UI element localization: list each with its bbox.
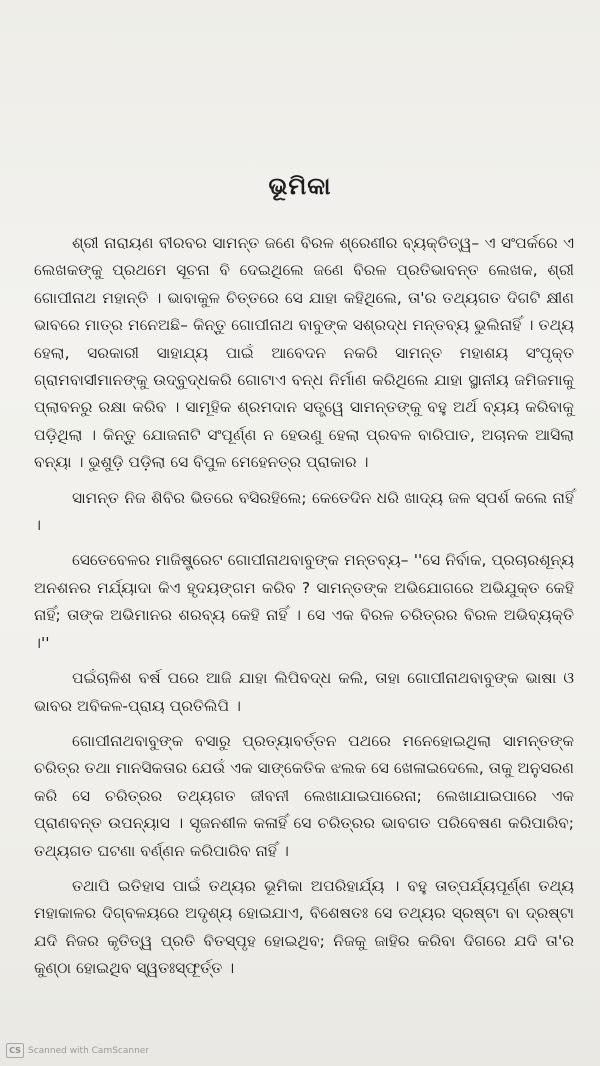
scanner-watermark xyxy=(6,1043,149,1058)
camscanner-icon: CS xyxy=(6,1043,24,1058)
watermark-text: Scanned with CamScanner xyxy=(28,1045,150,1056)
paragraph-1: ଶ୍ରୀ ନାରାୟଣ ବୀରବର ସାମନ୍ତ ଜଣେ ବିରଳ ଶ୍ରେଣୀର ବ୍ୟକ୍ତିତ୍ୱ– ଏ ସଂପର୍କରେ ଏ ଲେଖକଙ୍କୁ ପ୍ରଥମେ ସୂଚନା ବି ଦେଇଥିଲେ ଜଣେ ବିରଳ ପ୍ରତିଭାବନ୍ତ ଲେଖକ, ଶ୍ରୀ ଗୋପୀନାଥ ମହାନ୍ତି । ଭାବାକୁଳ ଚିତ୍ତରେ ସେ ଯାହା କହିଥିଲେ, ତା'ର ତଥ୍ୟଗତ ଦିଗଟି କ୍ଷୀଣ ଭାବରେ ମାତ୍ର ମନେଅଛି– କିନ୍ତୁ ଗୋପୀନାଥ ବାବୁଙ୍କ ସଶ୍ରଦ୍ଧ ମନ୍ତବ୍ୟ ଭୁଲିନାହିଁ । ତଥ୍ୟ ହେଲା, ସରକାରୀ ସାହାଯ୍ୟ ପାଇଁ ଆବେଦନ ନକରି ସାମନ୍ତ ମହାଶୟ ସଂପୃକ୍ତ ଗ୍ରାମବାସୀମାନଙ୍କୁ ଉଦ୍‌ବୁଦ୍ଧକରି ଗୋଟାଏ ବନ୍ଧ ନିର୍ମାଣ କରିଥିଲେ ଯାହା ସ୍ଥାନୀୟ ଜମିଜମାକୁ ପ୍ଲାବନରୁ ରକ୍ଷା କରିବ । ସାମୂହିକ ଶ୍ରମଦାନ ସତ୍ତ୍ୱେ ସାମନ୍ତଙ୍କୁ ବହୁ ଅର୍ଥ ବ୍ୟୟ କରିବାକୁ ପଡ଼ିଥିଲା । କିନ୍ତୁ ଯୋଜନାଟି ସଂପୂର୍ଣ୍ଣ ନ ହେଉଣୁ ହେଲା ପ୍ରବଳ ବାରିପାତ, ଅଚାନକ ଆସିଲା ବନ୍ୟା । ଭୁଶୁଡ଼ି ପଡ଼ିଲା ସେ ବିପୁଳ ମେହେନତ୍‌ର ପ୍ରାକାର । xyxy=(34,234,574,472)
body-text xyxy=(34,230,574,991)
paragraph-5: ଗୋପୀନାଥବାବୁଙ୍କ ବସାରୁ ପ୍ରତ୍ୟାବର୍ତ୍ତନ ପଥରେ ମନେହୋଇଥିଲା ସାମନ୍ତଙ୍କ ଚରିତ୍ର ତଥା ମାନସିକତାର ଯେଉଁ ଏକ ସାଙ୍କେତିକ ଝଲକ ସେ ଖେଳାଇଦେଲେ, ତାକୁ ଅନୁସରଣ କରି ସେ ଚରିତ୍ରର ତଥ୍ୟଗତ ଜୀବନୀ ଲେଖାଯାଇପାରେନା; ଲେଖାଯାଇପାରେ ଏକ ପ୍ରାଣବନ୍ତ ଉପନ୍ୟାସ । ସୃଜନଶୀଳ କଳାହିଁ ସେ ଚରିତ୍ରର ଭାବଗତ ପରିବେଷଣ କରିପାରିବ; ତଥ୍ୟଗତ ଘଟଣା ବର୍ଣ୍ଣନ କରିପାରିବ ନାହିଁ । xyxy=(34,731,574,860)
paragraph-3: ସେତେବେଳର ମାଜିଷ୍ଟ୍ରେଟ ଗୋପୀନାଥବାବୁଙ୍କ ମନ୍ତବ୍ୟ– ''ସେ ନିର୍ବାକ, ପ୍ରଚାରଶୂନ୍ୟ ଅନଶନର ମର୍ଯ୍ୟାଦା କିଏ ହୃଦୟଙ୍ଗମ କରିବ ? ସାମନ୍ତଙ୍କ ଅଭିଯୋଗରେ ଅଭିଯୁକ୍ତ କେହି ନାହିଁ; ତାଙ୍କ ଅଭିମାନର ଶରବ୍ୟ କେହି ନାହିଁ । ସେ ଏକ ବିରଳ ଚରିତ୍ରର ବିରଳ ଅଭିବ୍ୟକ୍ତି ।'' xyxy=(34,551,574,652)
paragraph-6: ତଥାପି ଇତିହାସ ପାଇଁ ତଥ୍ୟର ଭୂମିକା ଅପରିହାର୍ଯ୍ୟ । ବହୁ ତାତ୍ପର୍ଯ୍ୟପୂର୍ଣ୍ଣ ତଥ୍ୟ ମହାକାଳର ଦିଗ୍‌ବଳୟରେ ଅଦୃଶ୍ୟ ହୋଇଯାଏ, ବିଶେଷତଃ ସେ ତଥ୍ୟର ସ୍ରଷ୍ଟା ବା ଦ୍ରଷ୍ଟା ଯଦି ନିଜର କୃତିତ୍ୱ ପ୍ରତି ବିତସ୍ପୃହ ହୋଇଥିବ; ନିଜକୁ ଜାହିର କରିବା ଦିଗରେ ଯଦି ତା'ର କୁଣ୍ଠା ହୋଇଥିବ ସ୍ୱତଃସ୍ଫୂର୍ତ୍ତ । xyxy=(34,876,574,978)
page-title: ଭୂମିକା xyxy=(268,172,332,200)
paragraph-4: ପଇଁଚାଳିଶ ବର୍ଷ ପରେ ଆଜି ଯାହା ଲିପିବଦ୍ଧ କଲି, ତାହା ଗୋପୀନାଥବାବୁଙ୍କ ଭାଷା ଓ ଭାବର ଅବିକଳ-ପ୍ରାୟ ପ୍ରତିଲିପି । xyxy=(34,669,574,715)
paragraph-2: ସାମନ୍ତ ନିଜ ଶିବିର ଭିତରେ ବସିରହିଲେ; କେତେଦିନ ଧରି ଖାଦ୍ୟ ଜଳ ସ୍ପର୍ଶ କଲେ ନାହିଁ । xyxy=(34,488,574,535)
